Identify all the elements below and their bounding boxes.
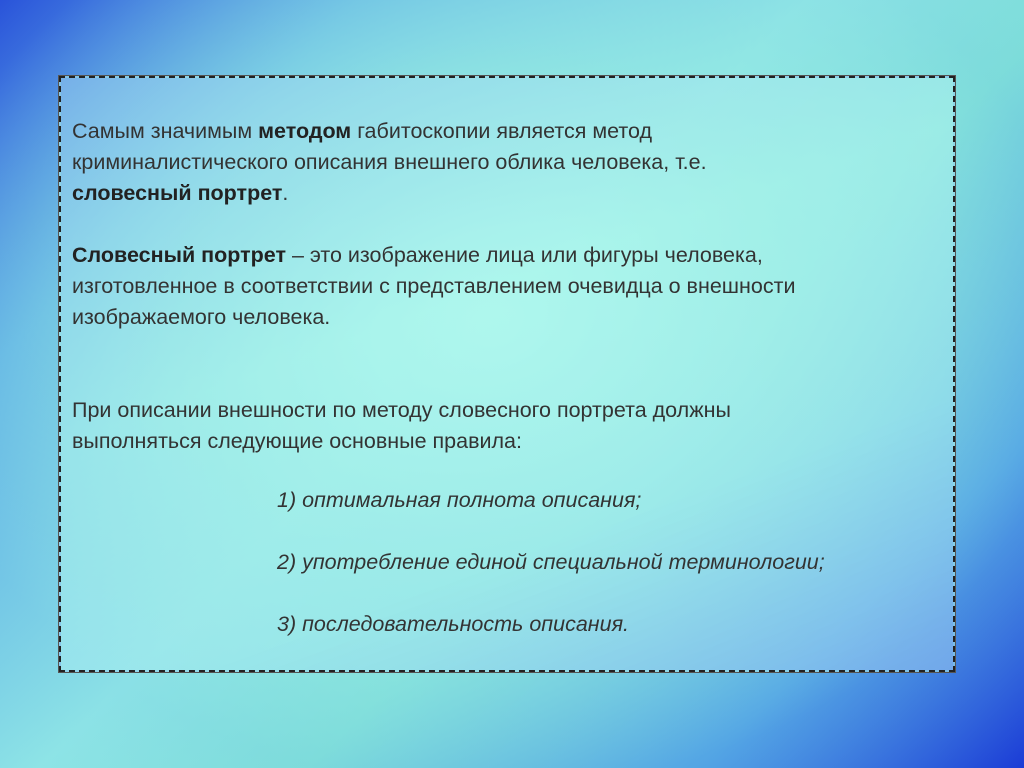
rules-intro-line-2: выполняться следующие основные правила: xyxy=(72,429,522,453)
intro-bold-portrait: словесный портрет xyxy=(72,181,283,205)
definition-line-2: изготовленное в соответствии с представлением очевидца о внешности xyxy=(72,274,796,298)
text-block xyxy=(72,116,952,457)
rules-list xyxy=(277,485,825,671)
paragraph-intro xyxy=(72,116,952,209)
list-item: 3) последовательность описания. xyxy=(277,612,630,636)
intro-period: . xyxy=(282,181,289,205)
list-item: 2) употребление единой специальной терминологии; xyxy=(277,550,825,574)
intro-line-2: криминалистического описания внешнего облика человека, т.е. xyxy=(72,150,707,174)
definition-term: Словесный портрет xyxy=(72,243,286,267)
content-box xyxy=(59,76,955,672)
paragraph-rules-intro xyxy=(72,395,952,457)
definition-line-3: изображаемого человека. xyxy=(72,305,331,329)
intro-bold-method: методом xyxy=(258,119,352,143)
list-item: 1) оптимальная полнота описания; xyxy=(277,488,642,512)
intro-text-1: Самым значимым xyxy=(72,119,259,143)
rules-intro-line-1: При описании внешности по методу словесного портрета должны xyxy=(72,398,731,422)
intro-text-2: габитоскопии является метод xyxy=(351,119,653,143)
definition-text-1: – это изображение лица или фигуры человека, xyxy=(285,243,763,267)
paragraph-definition xyxy=(72,240,952,333)
